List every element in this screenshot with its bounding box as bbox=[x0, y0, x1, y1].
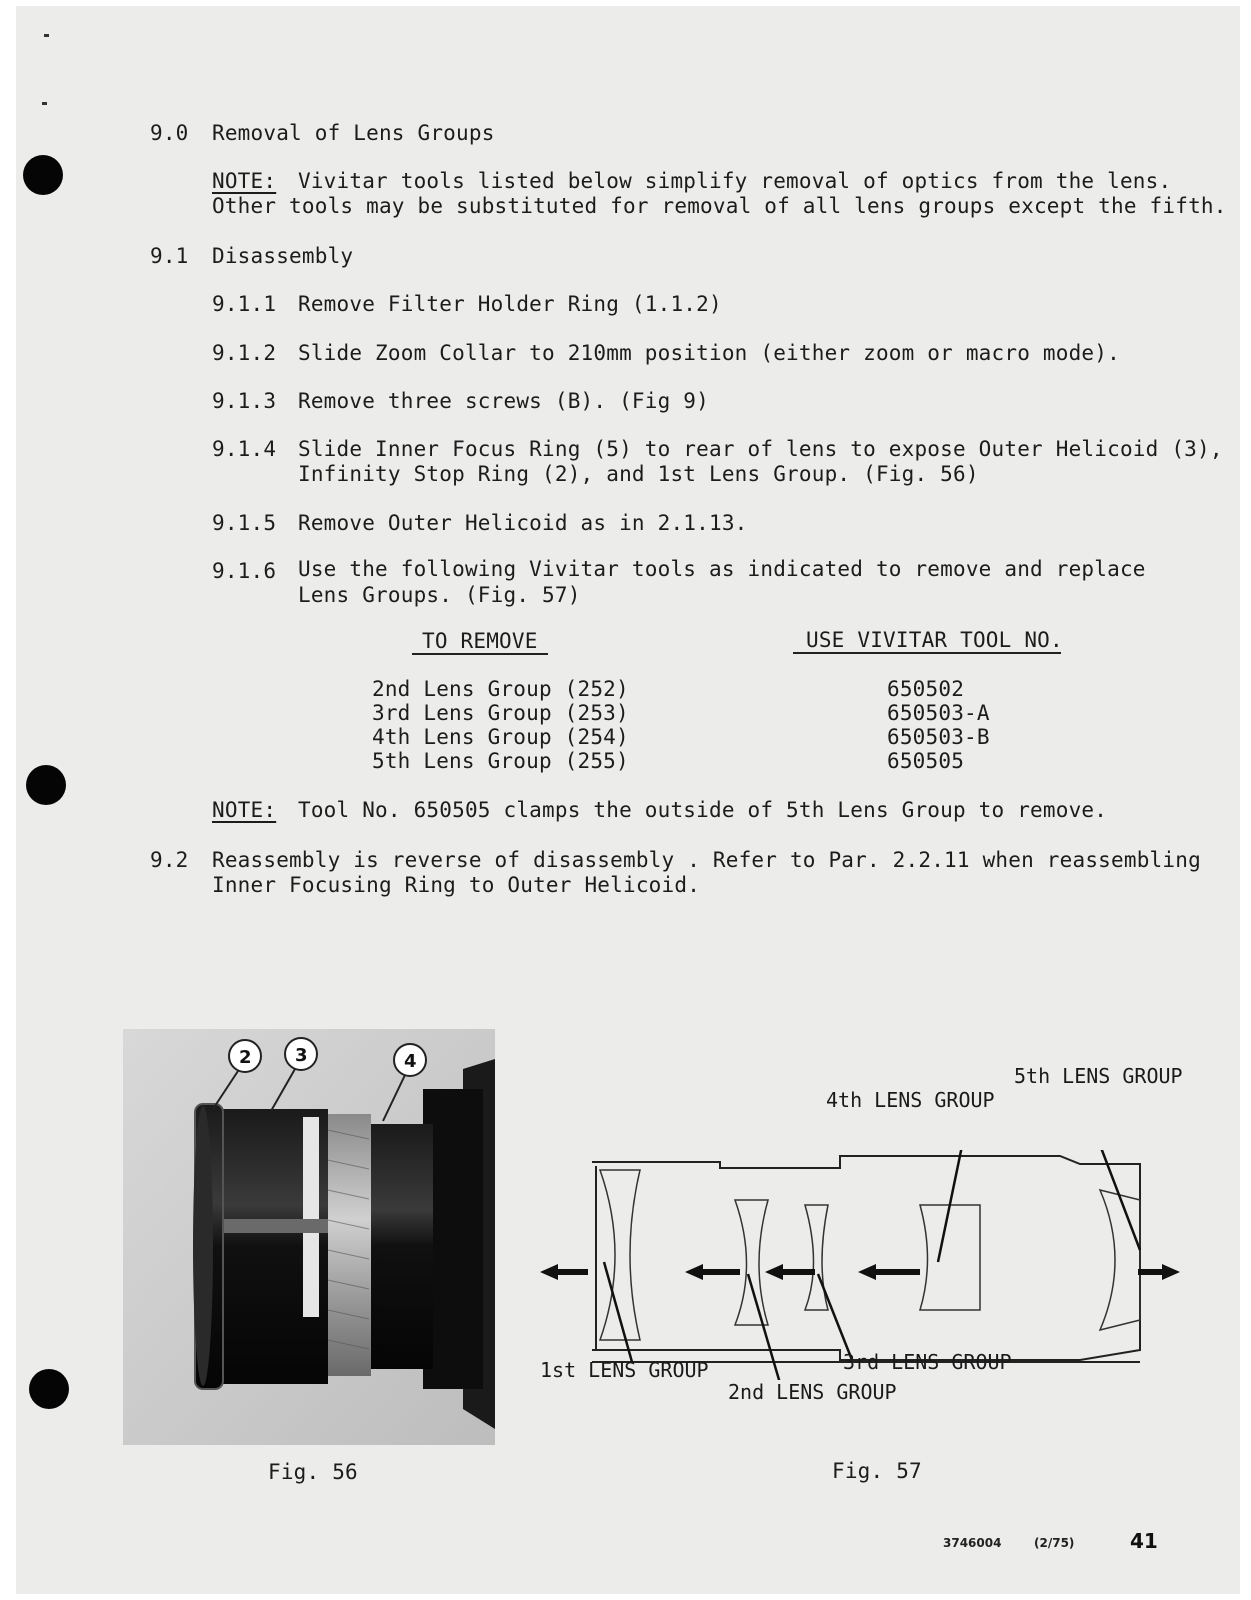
note-text-line2: Other tools may be substituted for removal of all lens groups except the fifth. bbox=[212, 194, 1227, 218]
step-number: 9.1.3 bbox=[212, 389, 277, 413]
document-code: 3746004 bbox=[943, 1536, 1002, 1550]
step-text: Use the following Vivitar tools as indicated to remove and replace bbox=[298, 557, 1146, 581]
table-cell-group: 3rd Lens Group (253) bbox=[372, 701, 629, 725]
fig56-photo bbox=[123, 1029, 495, 1445]
punch-hole-top bbox=[23, 155, 63, 195]
table-header-underline bbox=[412, 653, 548, 655]
table-cell-group: 5th Lens Group (255) bbox=[372, 749, 629, 773]
note-label: NOTE: bbox=[212, 798, 277, 822]
step-number: 9.1.6 bbox=[212, 559, 277, 583]
step-number: 9.1.2 bbox=[212, 341, 277, 365]
step-text: Remove Filter Holder Ring (1.1.2) bbox=[298, 292, 722, 316]
page-number: 41 bbox=[1130, 1529, 1158, 1553]
section-number-9-2: 9.2 bbox=[150, 848, 189, 872]
step-number: 9.1.4 bbox=[212, 437, 277, 461]
table-cell-group: 2nd Lens Group (252) bbox=[372, 677, 629, 701]
revision-date: (2/75) bbox=[1034, 1536, 1075, 1550]
step-text-continued: Infinity Stop Ring (2), and 1st Lens Group. (Fig. 56) bbox=[298, 462, 979, 486]
table-cell-tool: 650503-B bbox=[887, 725, 990, 749]
lens-photo-illustration bbox=[123, 1029, 495, 1445]
label-5th-lens-group: 5th LENS GROUP bbox=[1014, 1064, 1183, 1088]
fig57-caption: Fig. 57 bbox=[832, 1459, 922, 1483]
label-1st-lens-group: 1st LENS GROUP bbox=[540, 1358, 709, 1382]
note-text-line1: Vivitar tools listed below simplify removal of optics from the lens. bbox=[298, 169, 1172, 193]
section-92-line1: Reassembly is reverse of disassembly . Refer to Par. 2.2.11 when reassembling bbox=[212, 848, 1201, 872]
step-text: Remove three screws (B). (Fig 9) bbox=[298, 389, 709, 413]
label-3rd-lens-group: 3rd LENS GROUP bbox=[843, 1350, 1012, 1374]
step-text: Slide Inner Focus Ring (5) to rear of lens to expose Outer Helicoid (3), bbox=[298, 437, 1223, 461]
table-header-underline bbox=[793, 652, 1061, 654]
fig57-lens-diagram bbox=[540, 1064, 1220, 1404]
step-number: 9.1.1 bbox=[212, 292, 277, 316]
scan-speck bbox=[42, 102, 47, 105]
table-cell-tool: 650505 bbox=[887, 749, 965, 773]
fig56-caption: Fig. 56 bbox=[268, 1460, 358, 1484]
label-2nd-lens-group: 2nd LENS GROUP bbox=[728, 1380, 897, 1404]
step-text: Slide Zoom Collar to 210mm position (either zoom or macro mode). bbox=[298, 341, 1120, 365]
punch-hole-bottom bbox=[29, 1369, 69, 1409]
table-cell-group: 4th Lens Group (254) bbox=[372, 725, 629, 749]
section-number-9-1: 9.1 bbox=[150, 244, 189, 268]
section-title-disassembly: Disassembly bbox=[212, 244, 354, 268]
step-text-continued: Lens Groups. (Fig. 57) bbox=[298, 583, 581, 607]
table-header-to-remove: TO REMOVE bbox=[422, 629, 538, 653]
note-label: NOTE: bbox=[212, 169, 277, 193]
punch-hole-middle bbox=[26, 765, 66, 805]
lens-cross-section bbox=[540, 1150, 1220, 1380]
note-text: Tool No. 650505 clamps the outside of 5th Lens Group to remove. bbox=[298, 798, 1108, 822]
scan-speck bbox=[44, 34, 49, 37]
step-number: 9.1.5 bbox=[212, 511, 277, 535]
section-title-removal: Removal of Lens Groups bbox=[212, 121, 495, 145]
callout-2: 2 bbox=[239, 1047, 252, 1068]
callout-3: 3 bbox=[295, 1045, 308, 1066]
section-number-9-0: 9.0 bbox=[150, 121, 189, 145]
section-92-line2: Inner Focusing Ring to Outer Helicoid. bbox=[212, 873, 701, 897]
step-text: Remove Outer Helicoid as in 2.1.13. bbox=[298, 511, 748, 535]
table-header-tool-no: USE VIVITAR TOOL NO. bbox=[806, 628, 1063, 652]
label-4th-lens-group: 4th LENS GROUP bbox=[826, 1088, 995, 1112]
table-cell-tool: 650503-A bbox=[887, 701, 990, 725]
table-cell-tool: 650502 bbox=[887, 677, 965, 701]
callout-4: 4 bbox=[404, 1051, 417, 1072]
